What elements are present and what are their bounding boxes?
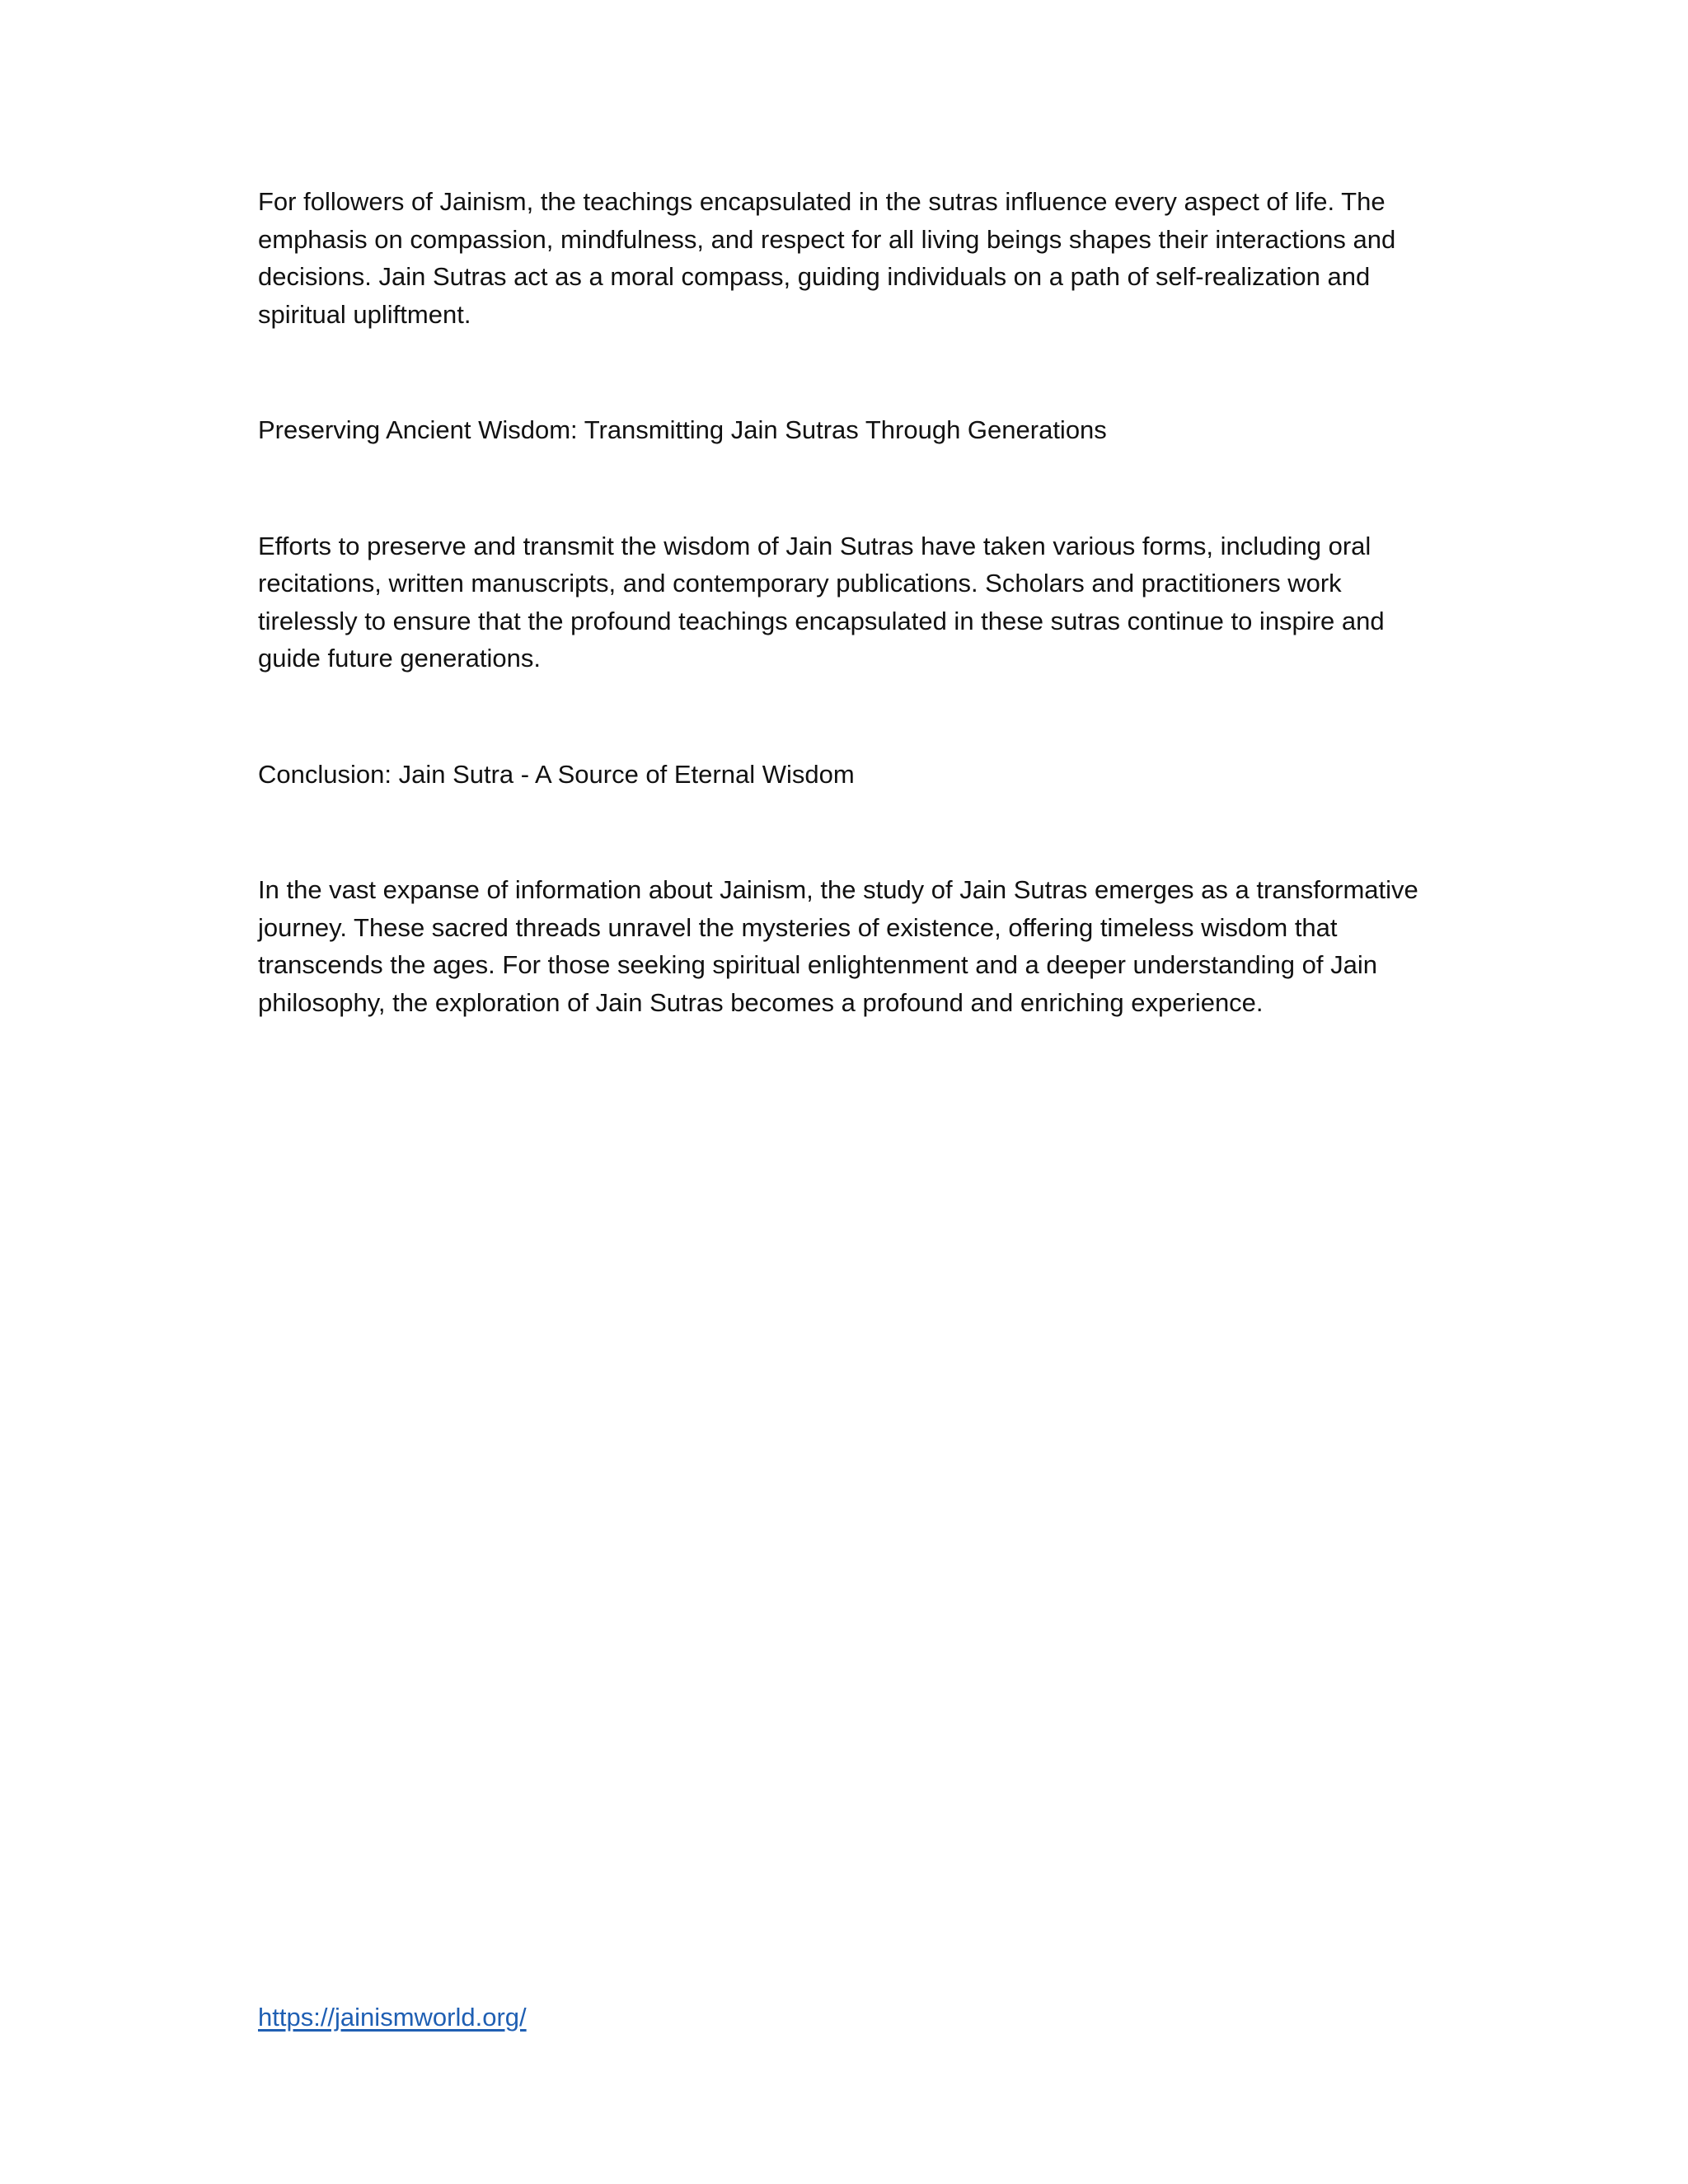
paragraph-conclusion: In the vast expanse of information about Jainism, the study of Jain Sutras emerges as a transformative journey. These sacred threads unravel the mysteries of existence, offering timeless wisdom that transcends the ages. For those seeking spiritual enlightenment and a deeper understanding of Jain philosophy, the exploration of Jain Sutras becomes a profound and enriching experience. <box>258 875 1418 1017</box>
paragraph-preserve: Efforts to preserve and transmit the wisdom of Jain Sutras have taken various forms, including oral recitations, written manuscripts, and contemporary publications. Scholars and practitioners work tirelessly to ensure that the profound teachings encapsulated in these sutras continue to inspire and guide future generations. <box>258 531 1385 673</box>
footer-website-link[interactable]: https://jainismworld.org/ <box>258 2003 527 2032</box>
spacer <box>258 449 1428 527</box>
spacer <box>258 677 1428 756</box>
spacer <box>258 333 1428 411</box>
heading-conclusion: Conclusion: Jain Sutra - A Source of Eternal Wisdom <box>258 759 855 789</box>
document-body <box>258 183 1428 1021</box>
paragraph-intro: For followers of Jainism, the teachings encapsulated in the sutras influence every aspect of life. The emphasis on compassion, mindfulness, and respect for all living beings shapes their interactions and decisions. Jain Sutras act as a moral compass, guiding individuals on a path of self-realization and spiritual upliftment. <box>258 187 1396 329</box>
spacer <box>258 793 1428 871</box>
heading-preserving-ancient-wisdom: Preserving Ancient Wisdom: Transmitting Jain Sutras Through Generations <box>258 415 1107 444</box>
